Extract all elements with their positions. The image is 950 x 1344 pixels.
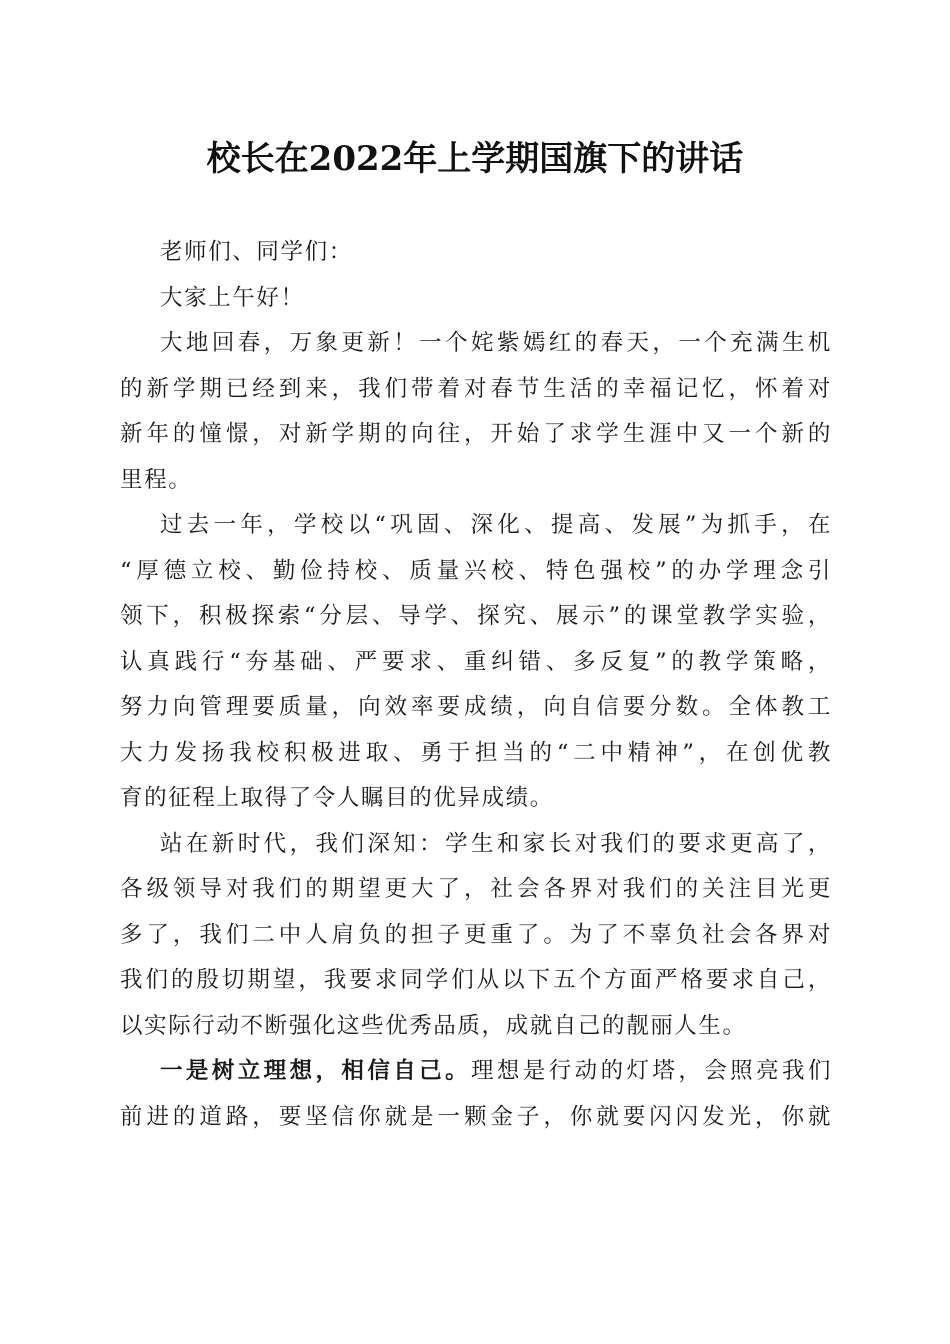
text-line: 大地回春，万象更新！一个姹紫嫣红的春天，一个充满生机 — [160, 330, 832, 356]
text-line: 的新学期已经到来，我们带着对春节生活的幸福记忆，怀着对 — [120, 375, 832, 402]
text-line: 各级领导对我们的期望更大了，社会各界对我们的关注目光更 — [120, 876, 832, 902]
document-title: 校长在2022年上学期国旗下的讲话 — [206, 139, 744, 179]
text-line: 领下，积极探索“分层、导学、探究、展示”的课堂教学实验， — [120, 603, 832, 629]
text-line — [120, 1049, 832, 1095]
text-line: 我们的殷切期望，我要求同学们从以下五个方面严格要求自己， — [120, 967, 832, 993]
text-line: 新年的憧憬，对新学期的向往，开始了求学生涯中又一个新的 — [120, 421, 832, 447]
text-line: 大力发扬我校积极进取、勇于担当的“二中精神”，在创优教 — [120, 739, 832, 766]
document-body — [120, 230, 832, 1140]
text-line: 多了，我们二中人肩负的担子更重了。为了不辜负社会各界对 — [120, 921, 832, 948]
line-text: 理想是行动的灯塔，会照亮我们 — [471, 1058, 833, 1084]
text-line: 站在新时代，我们深知：学生和家长对我们的要求更高了， — [160, 830, 832, 857]
text-line: 过去一年，学校以“巩固、深化、提高、发展”为抓手，在 — [160, 512, 832, 538]
text-line: 努力向管理要质量，向效率要成绩，向自信要分数。全体教工 — [120, 694, 832, 720]
text-line: “厚德立校、勤俭持校、质量兴校、特色强校”的办学理念引 — [120, 557, 832, 584]
text-line: 育的征程上取得了令人瞩目的优异成绩。 — [120, 785, 554, 811]
text-line: 前进的道路，要坚信你就是一颗金子，你就要闪闪发光，你就 — [120, 1103, 832, 1130]
text-line: 以实际行动不断强化这些优秀品质，成就自己的靓丽人生。 — [120, 1012, 747, 1039]
text-line: 老师们、同学们： — [160, 239, 353, 265]
text-line: 认真践行“夯基础、严要求、重纠错、多反复”的教学策略， — [120, 648, 832, 675]
text-line: 里程。 — [120, 466, 193, 493]
text-line: 大家上午好！ — [160, 284, 305, 311]
bold-heading-text: 一是树立理想，相信自己。 — [160, 1058, 471, 1084]
